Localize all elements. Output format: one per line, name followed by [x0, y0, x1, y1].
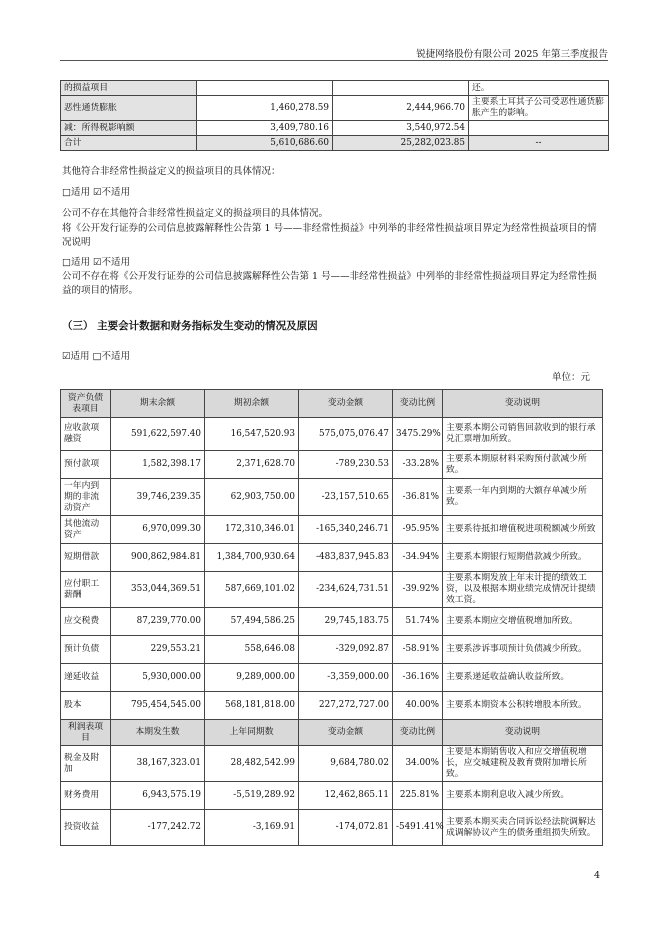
table-row: 减：所得税影响额 3,409,780.16 3,540,972.54: [61, 121, 609, 136]
column-header: 变动说明: [443, 390, 603, 418]
financial-changes-table: [60, 389, 603, 846]
row-label: 应收款项融资: [61, 418, 111, 451]
value-cell: -177,242.72: [111, 810, 205, 846]
value-cell: -58.91%: [393, 636, 443, 664]
column-header: 变动金额: [299, 390, 393, 418]
column-header: 变动比例: [393, 390, 443, 418]
item-cell: 恶性通货膨胀: [61, 96, 197, 121]
value-cell: -34.94%: [393, 544, 443, 572]
value-cell: 3475.29%: [393, 418, 443, 451]
value-cell: -5491.41%: [393, 810, 443, 846]
value-cell: -483,837,945.83: [299, 544, 393, 572]
change-description: 主要系一年内到期的大额存单减少所致。: [443, 479, 603, 516]
change-description: 主要系本期原材料采购预付款减少所致。: [443, 451, 603, 479]
value-cell: 587,669,101.02: [205, 572, 299, 608]
table-row: [61, 608, 603, 636]
value-cell: -33.28%: [393, 451, 443, 479]
value-cell: 57,494,586.25: [205, 608, 299, 636]
value-cell: -36.81%: [393, 479, 443, 516]
value-cell: -234,624,731.51: [299, 572, 393, 608]
change-description: 主要系本期银行短期借款减少所致。: [443, 544, 603, 572]
value-cell: 568,181,818.00: [205, 692, 299, 720]
value-cell: -3,169.91: [205, 810, 299, 846]
table-row: [61, 516, 603, 544]
row-label: 应交税费: [61, 608, 111, 636]
column-header: 资产负债表项目: [61, 390, 111, 418]
column-header: 变动比例: [393, 720, 443, 746]
value-cell: -39.92%: [393, 572, 443, 608]
value-cell: 591,622,597.40: [111, 418, 205, 451]
value-cell: -3,359,000.00: [299, 664, 393, 692]
column-header: 变动金额: [299, 720, 393, 746]
value-cell: -36.16%: [393, 664, 443, 692]
value-cell: -789,230.53: [299, 451, 393, 479]
row-label: 应付职工薪酬: [61, 572, 111, 608]
value-cell: 28,482,542.99: [205, 746, 299, 782]
row-label: 预计负债: [61, 636, 111, 664]
row-label: 短期借款: [61, 544, 111, 572]
column-header: 期末余额: [111, 390, 205, 418]
value-cell: 9,684,780.02: [299, 746, 393, 782]
value-cell: 5,930,000.00: [111, 664, 205, 692]
paragraph: 将《公开发行证券的公司信息披露解释性公告第 1 号——非经常性损益》中列举的非经常性损益项目界定为经常性损益项目的情况说明: [62, 223, 597, 248]
change-description: 主要系涉诉事项预计负债减少所致。: [443, 636, 603, 664]
change-description: 主要系本期公司销售回款收到的银行承兑汇票增加所致。: [443, 418, 603, 451]
paragraph: 其他符合非经常性损益定义的损益项目的具体情况：: [62, 166, 281, 177]
table-row: [61, 418, 603, 451]
row-label: 预付款项: [61, 451, 111, 479]
value-cell: 227,272,727.00: [299, 692, 393, 720]
change-description: 主要系本期发放上年末计提的绩效工资，以及根据本期业绩完成情况计提绩效工资。: [443, 572, 603, 608]
table-header-row: [61, 390, 603, 418]
table-row: [61, 479, 603, 516]
value-cell: 229,553.21: [111, 636, 205, 664]
change-description: 主要系本期资本公积转增股本所致。: [443, 692, 603, 720]
table-row: 合计 5,610,686.60 25,282,023.85 --: [61, 136, 609, 151]
section-heading: （三） 主要会计数据和财务指标发生变动的情况及原因: [62, 320, 318, 332]
value-cell: 900,862,984.81: [111, 544, 205, 572]
table-row: [61, 692, 603, 720]
row-label: 一年内到期的非流动资产: [61, 479, 111, 516]
value-cell: 6,943,575.19: [111, 782, 205, 810]
column-header: 变动说明: [443, 720, 603, 746]
row-label: 其他流动资产: [61, 516, 111, 544]
page-number: 4: [593, 870, 600, 881]
table-row: [61, 746, 603, 782]
table-row: [61, 810, 603, 846]
value-cell: 353,044,369.51: [111, 572, 205, 608]
value-cell: 172,310,346.01: [205, 516, 299, 544]
value-cell: 87,239,770.00: [111, 608, 205, 636]
non-recurring-items-table: [60, 80, 609, 151]
value-cell: -23,157,510.65: [299, 479, 393, 516]
table-row: [61, 664, 603, 692]
applicability-note: □适用 ☑不适用: [62, 187, 131, 198]
value-cell: 2,371,628.70: [205, 451, 299, 479]
table-row: [61, 782, 603, 810]
change-description: 主要是本期销售收入和应交增值税增长，应交城建税及教育费附加增长所致。: [443, 746, 603, 782]
value-cell: 34.00%: [393, 746, 443, 782]
value-cell: 16,547,520.93: [205, 418, 299, 451]
value-cell: -329,092.87: [299, 636, 393, 664]
value-cell: 795,454,545.00: [111, 692, 205, 720]
applicability-note: □适用 ☑不适用: [62, 257, 131, 268]
column-header: 期初余额: [205, 390, 299, 418]
paragraph: 公司不存在其他符合非经常性损益定义的损益项目的具体情况。: [62, 208, 329, 219]
change-description: 主要系待抵扣增值税进项税额减少所致: [443, 516, 603, 544]
row-label: 财务费用: [61, 782, 111, 810]
value-cell: 39,746,239.35: [111, 479, 205, 516]
value-cell: 1,384,700,930.64: [205, 544, 299, 572]
item-cell: 的损益项目: [61, 81, 197, 96]
column-header: 上年同期数: [205, 720, 299, 746]
value-cell: 51.74%: [393, 608, 443, 636]
change-description: 主要系本期利息收入减少所致。: [443, 782, 603, 810]
value-cell: -174,072.81: [299, 810, 393, 846]
value-cell: 62,903,750.00: [205, 479, 299, 516]
value-cell: 40.00%: [393, 692, 443, 720]
table-row: 恶性通货膨胀 1,460,278.59 2,444,966.70 主要系土耳其子公司受恶性通货膨胀产生的影响。: [61, 96, 609, 121]
report-title: 锐捷网络股份有限公司 2025 年第三季度报告: [416, 49, 608, 60]
row-label: 股本: [61, 692, 111, 720]
applicability-note: ☑适用 □不适用: [62, 351, 131, 362]
value-cell: 575,075,076.47: [299, 418, 393, 451]
change-description: 主要系本期应交增值税增加所致。: [443, 608, 603, 636]
item-cell: 合计: [61, 136, 197, 151]
change-description: 主要系递延收益确认收益所致。: [443, 664, 603, 692]
page-header: [60, 44, 608, 61]
change-description: 主要系本期买卖合同诉讼经法院调解达成调解协议产生的债务重组损失所致。: [443, 810, 603, 846]
table-row: [61, 451, 603, 479]
column-header: 本期发生数: [111, 720, 205, 746]
item-cell: 减：所得税影响额: [61, 121, 197, 136]
paragraph: 公司不存在将《公开发行证券的公司信息披露解释性公告第 1 号——非经常性损益》中列举的非经常性损益项目界定为经常性损益的项目的情形。: [62, 271, 597, 296]
value-cell: 12,462,865.11: [299, 782, 393, 810]
value-cell: 225.81%: [393, 782, 443, 810]
value-cell: 1,582,398.17: [111, 451, 205, 479]
table-row: [61, 572, 603, 608]
table-row: 的损益项目 还。: [61, 81, 609, 96]
row-label: 递延收益: [61, 664, 111, 692]
value-cell: 6,970,099.30: [111, 516, 205, 544]
row-label: 投资收益: [61, 810, 111, 846]
column-header: 利润表项目: [61, 720, 111, 746]
unit-label: 单位：元: [551, 372, 590, 383]
value-cell: 38,167,323.01: [111, 746, 205, 782]
value-cell: 29,745,183.75: [299, 608, 393, 636]
value-cell: 9,289,000.00: [205, 664, 299, 692]
value-cell: -5,519,289.92: [205, 782, 299, 810]
value-cell: -95.95%: [393, 516, 443, 544]
table-row: [61, 544, 603, 572]
value-cell: 558,646.08: [205, 636, 299, 664]
table-row: [61, 636, 603, 664]
value-cell: -165,340,246.71: [299, 516, 393, 544]
table-header-row: [61, 720, 603, 746]
row-label: 税金及附加: [61, 746, 111, 782]
